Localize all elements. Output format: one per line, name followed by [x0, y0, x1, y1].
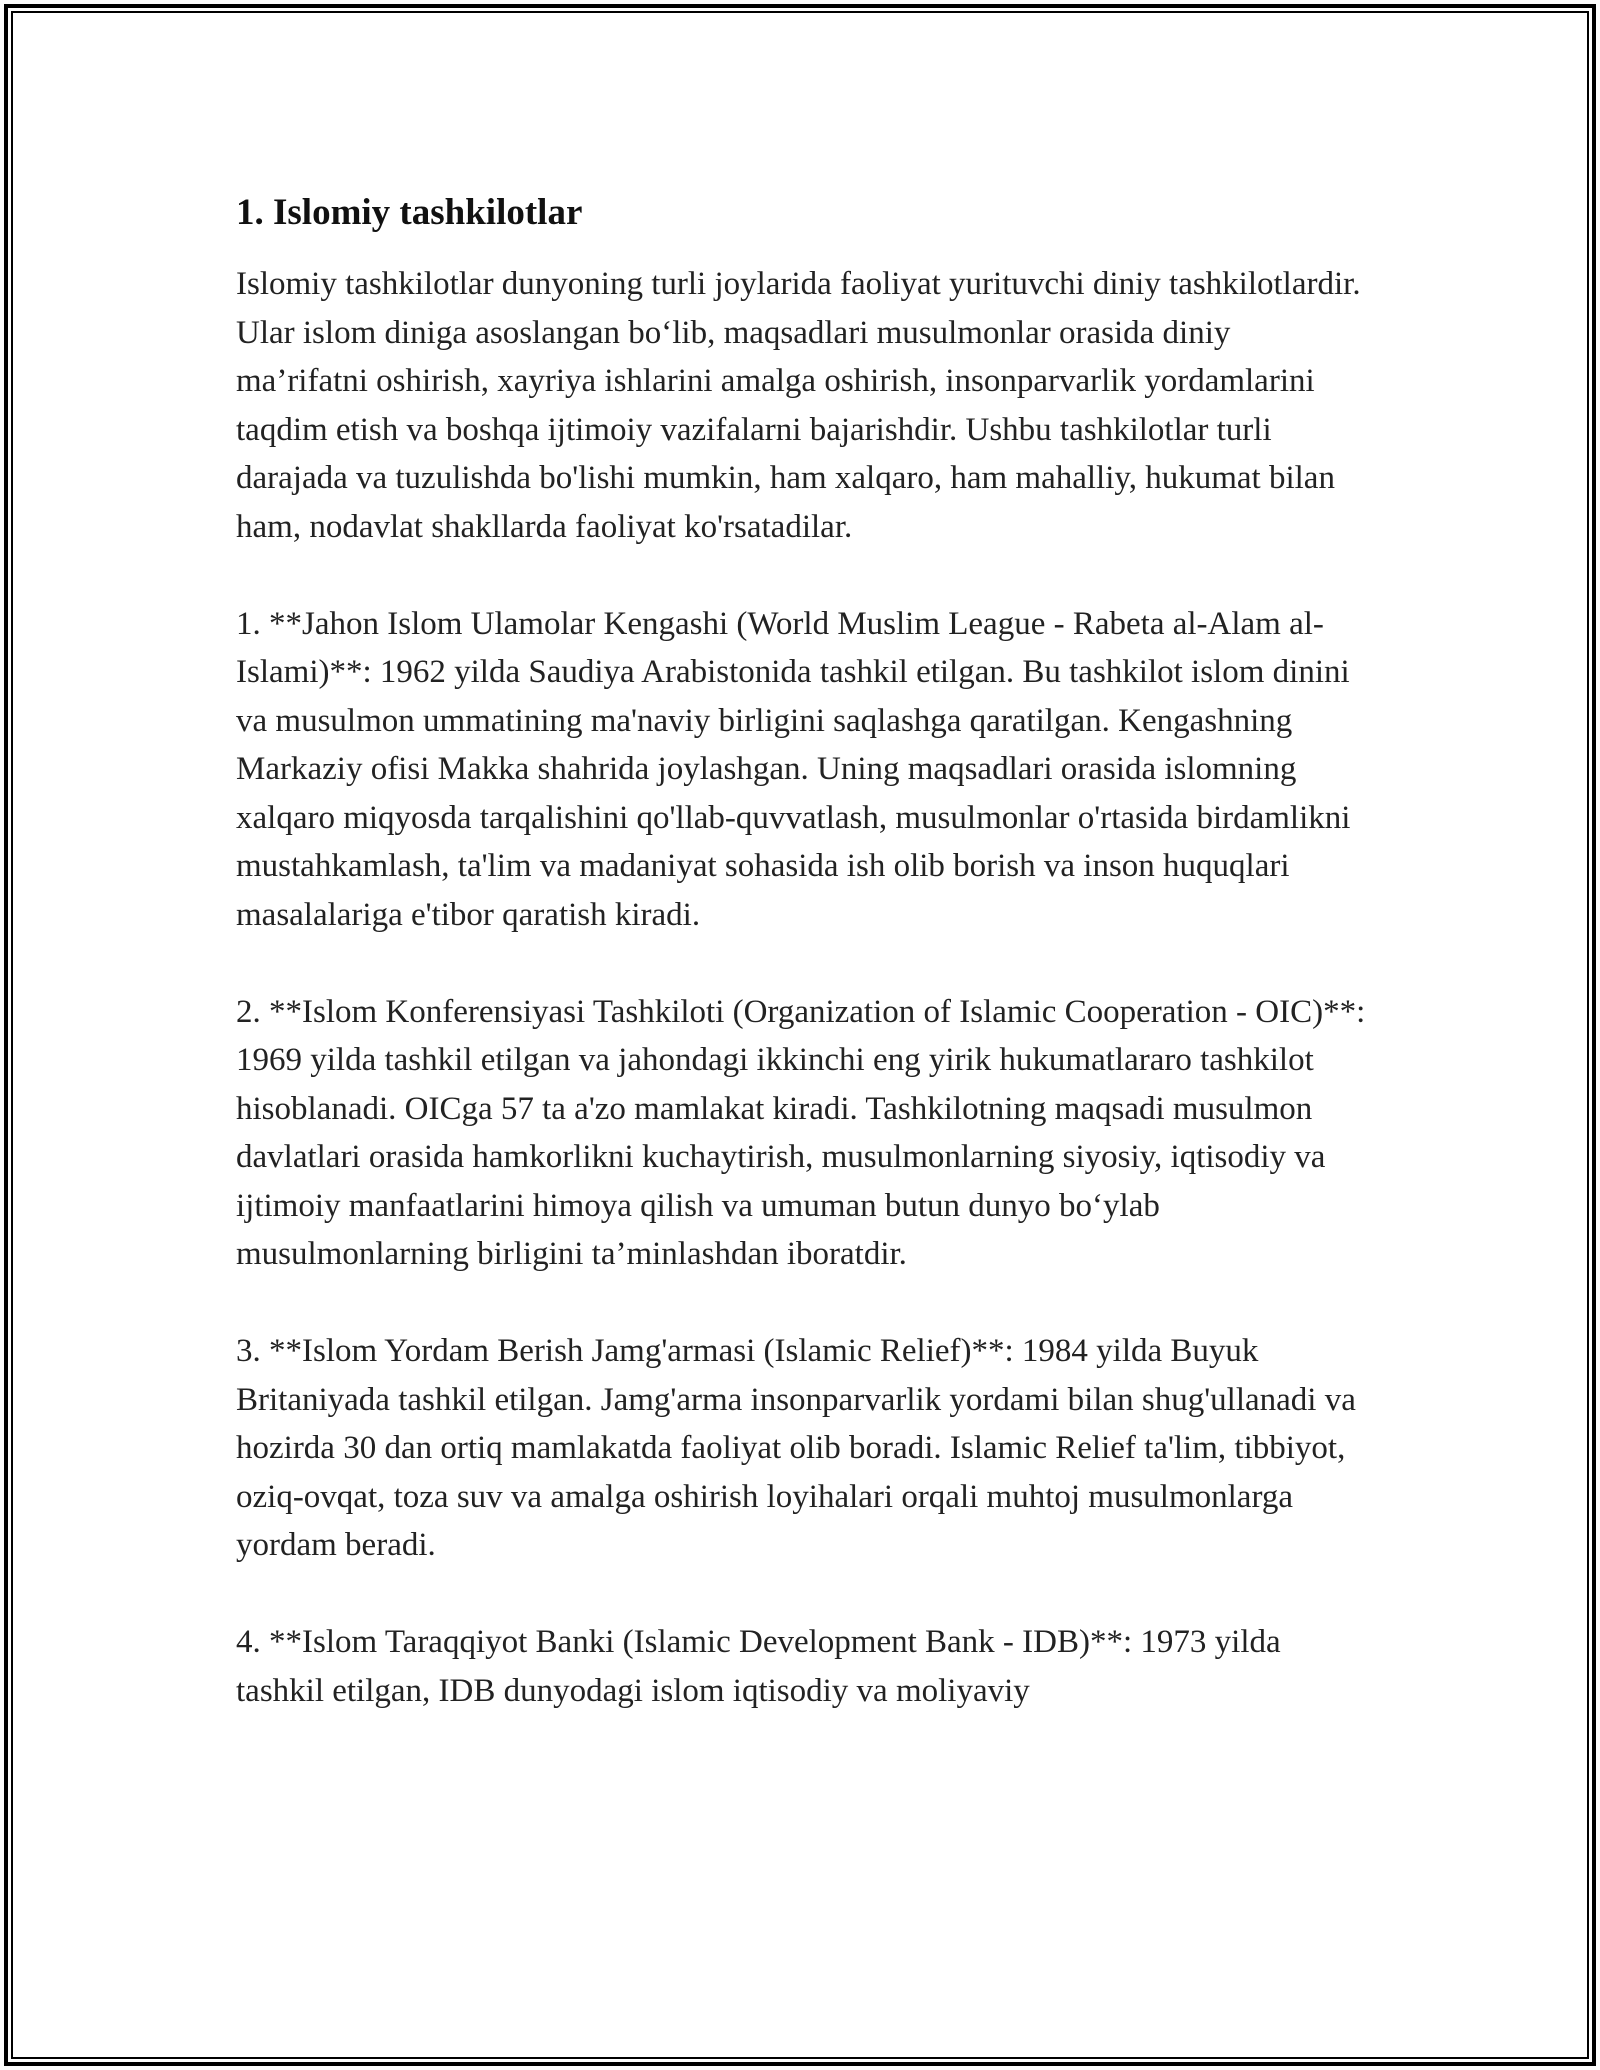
section-heading: 1. Islomiy tashkilotlar — [236, 192, 583, 233]
intro-paragraph: Islomiy tashkilotlar dunyoning turli joylarida faoliyat yurituvchi diniy tashkilotlardir. Ular islom diniga asoslangan bo‘lib, maqsadlari musulmonlar orasida diniy ma’rifatni oshirish, xayriya ishlarini amalga oshirish, insonparvarlik yordamlarini taqdim etish va boshqa ijtimoiy vazifalarni bajarishdir. Ushbu tashkilotlar turli darajada va tuzulishda bo'lishi mumkin, ham xalqaro, ham mahalliy, hukumat bilan ham, nodavlat shakllarda faoliyat ko'rsatadilar. — [236, 266, 1361, 545]
list-item-world-muslim-league: 1. **Jahon Islom Ulamolar Kengashi (World Muslim League - Rabeta al-Alam al-Islami)**: 1962 yilda Saudiya Arabistonida tashkil etilgan. Bu tashkilot islom dinini va musulmon ummatining ma'naviy birligini saqlashga qaratilgan. Kengashning Markaziy ofisi Makka shahrida joylashgan. Uning maqsadlari orasida islomning xalqaro miqyosda tarqalishini qo'llab-quvvatlash, musulmonlar o'rtasida birdamlikni mustahkamlash, ta'lim va madaniyat sohasida ish olib borish va inson huquqlari masalalariga e'tibor qaratish kiradi. — [236, 605, 1351, 933]
paragraph-gap — [236, 939, 1366, 988]
paragraph-gap — [236, 551, 1366, 600]
paragraph-gap — [236, 1279, 1366, 1328]
list-item-idb: 4. **Islom Taraqqiyot Banki (Islamic Development Bank - IDB)**: 1973 yilda tashkil etilgan, IDB dunyodagi islom iqtisodiy va moliyaviy — [236, 1624, 1281, 1709]
paragraph-gap — [236, 1570, 1366, 1619]
list-item-islamic-relief: 3. **Islom Yordam Berish Jamg'armasi (Islamic Relief)**: 1984 yilda Buyuk Britaniyada tashkil etilgan. Jamg'arma insonparvarlik yordami bilan shug'ullanadi va hozirda 30 dan ortiq mamlakatda faoliyat olib boradi. Islamic Relief ta'lim, tibbiyot, oziq-ovqat, toza suv va amalga oshirish loyihalari orqali muhtoj musulmonlarga yordam beradi. — [236, 1333, 1356, 1563]
document-body — [236, 188, 1366, 1715]
list-item-oic: 2. **Islom Konferensiyasi Tashkiloti (Organization of Islamic Cooperation - OIC)**: 1969 yilda tashkil etilgan va jahondagi ikkinchi eng yirik hukumatlararo tashkilot hisoblanadi. OICga 57 ta a'zo mamlakat kiradi. Tashkilotning maqsadi musulmon davlatlari orasida hamkorlikni kuchaytirish, musulmonlarning siyosiy, iqtisodiy va ijtimoiy manfaatlarini himoya qilish va umuman butun dunyo bo‘ylab musulmonlarning birligini ta’minlashdan iboratdir. — [236, 993, 1366, 1272]
